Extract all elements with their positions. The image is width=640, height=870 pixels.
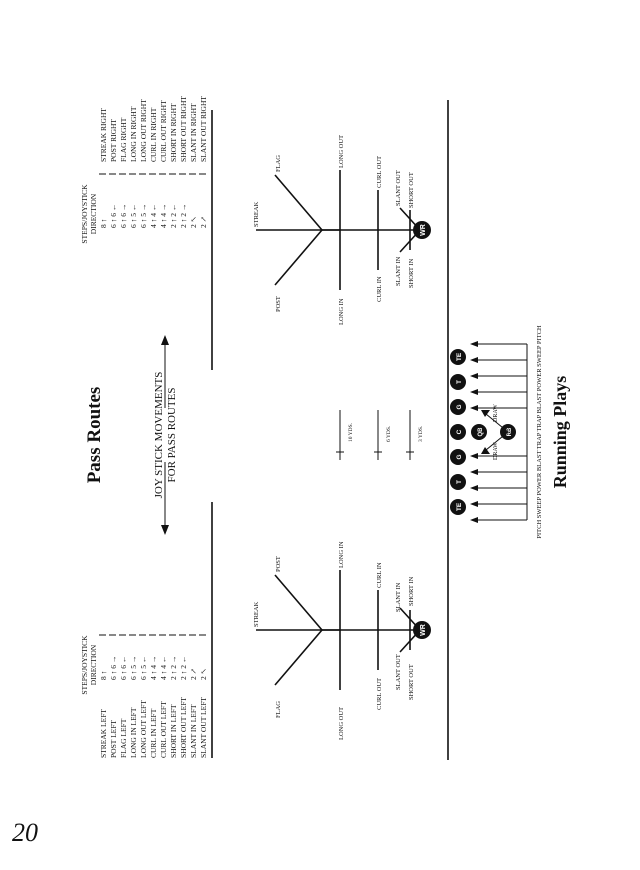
left-slant-in-label: SLANT IN [395,582,402,612]
right-short-in-label: SHORT IN [408,258,415,288]
left-route-steps: 2 ↗ [189,668,198,680]
left-route-name: STREAK LEFT [99,709,108,758]
position-label: T [456,480,463,484]
left-post-label: POST [275,556,282,572]
yard-marker-10: 10 YDS. [348,422,354,442]
left-route-name: CURL OUT LEFT [159,701,168,758]
right-route-name: SLANT OUT RIGHT [199,96,208,162]
yard-markers [336,410,424,460]
position-label: G [456,404,463,410]
left-receiver-label: WR [420,624,427,636]
yard-marker-6: 6 YDS. [386,425,392,442]
right-route-tree [253,135,431,325]
left-route-name: SHORT OUT LEFT [179,697,188,758]
left-table-header-1: STEPS/JOYSTICK [80,635,89,695]
right-streak-label: STREAK [253,201,260,227]
position-label: TE [456,352,463,362]
right-post-label: POST [275,296,282,312]
position-label: TE [456,502,463,512]
left-short-out-label: SHORT OUT [408,664,415,700]
left-route-steps: 2 ↑ 2 → [169,655,178,680]
quarterback-label: QB [478,427,484,437]
right-route-steps: 2 ↑ 2 ← [169,203,178,228]
right-route-name: SHORT OUT RIGHT [179,96,188,162]
left-slant-out-label: SLANT OUT [395,654,402,690]
left-short-in-label: SHORT IN [408,576,415,606]
right-route-steps: 4 ↑ 4 ← [149,203,158,228]
right-flag-route [275,175,322,230]
left-flag-label: FLAG [275,701,282,718]
right-long-in-route [322,230,340,290]
right-route-steps: 4 ↑ 4 → [159,203,168,228]
left-route-steps: 4 ↑ 4 ← [159,655,168,680]
running-formation [450,325,543,539]
left-route-name: SLANT IN LEFT [189,704,198,758]
right-post-route [275,230,322,285]
right-route-name: SLANT IN RIGHT [189,103,198,162]
right-route-steps: 2 ↖ [189,216,198,228]
left-route-steps: 8 ↑ [99,670,108,680]
left-flag-route [275,630,322,685]
left-route-name: CURL IN LEFT [149,708,158,758]
left-curl-in-label: CURL IN [376,562,383,588]
right-route-steps: 2 ↑ 2 → [179,203,188,228]
left-long-in-label: LONG IN [338,541,345,568]
left-table-header-2: DIRECTION [89,644,98,686]
left-route-steps: 6 ↑ 5 → [129,655,138,680]
right-long-out-label: LONG OUT [338,134,345,168]
subtitle-line-1: JOY STICK MOVEMENTS [153,371,165,499]
running-back-label: RB [507,427,513,437]
left-steps-table [80,635,208,758]
right-long-in-label: LONG IN [338,298,345,325]
right-flag-label: FLAG [275,155,282,172]
right-route-steps: 6 ↑ 5 → [139,203,148,228]
left-arrowhead [161,525,169,535]
left-route-tree [253,541,431,740]
position-label: C [456,429,463,435]
left-route-name: FLAG LEFT [119,718,128,758]
left-post-route [275,575,322,630]
right-route-name: LONG IN RIGHT [129,106,138,162]
left-route-steps: 2 ↖ [199,668,208,680]
right-curl-out-label: CURL OUT [376,155,383,188]
position-label: T [456,380,463,384]
page-number: 20 [12,818,38,847]
right-receiver-label: WR [420,224,427,236]
left-route-steps: 2 ↑ 2 ← [179,655,188,680]
right-route-steps: 2 ↗ [199,216,208,228]
right-route-name: STREAK RIGHT [99,108,108,162]
right-table-header-1: STEPS/JOYSTICK [80,184,89,244]
right-steps-table [80,96,208,244]
right-route-name: CURL IN RIGHT [149,107,158,162]
yard-marker-3: 3 YDS. [418,425,424,442]
subtitle-line-2: FOR PASS ROUTES [166,387,178,483]
left-route-name: POST LEFT [109,720,118,758]
right-table-header-2: DIRECTION [89,193,98,235]
left-route-steps: 6 ↑ 6 ← [119,655,128,680]
right-route-name: CURL OUT RIGHT [159,100,168,162]
right-route-steps: 6 ↑ 6 → [119,203,128,228]
left-long-out-label: LONG OUT [338,706,345,740]
right-route-name: LONG OUT RIGHT [139,99,148,162]
right-route-steps: 6 ↑ 6 ← [109,203,118,228]
right-route-name: POST RIGHT [109,119,118,162]
left-route-steps: 4 ↑ 4 → [149,655,158,680]
left-route-name: LONG OUT LEFT [139,700,148,758]
right-route-steps: 8 ↑ [99,218,108,228]
right-slant-out-label: SLANT OUT [395,170,402,206]
right-arrowhead [161,335,169,345]
left-long-in-route [322,570,340,630]
draw-right-label: DRAW [493,404,499,422]
left-streak-label: STREAK [253,601,260,627]
right-short-out-label: SHORT OUT [408,172,415,208]
left-route-steps: 6 ↑ 5 ← [139,655,148,680]
running-plays-title: Running Plays [550,375,570,489]
left-route-name: SHORT IN LEFT [169,704,178,758]
right-route-steps: 6 ↑ 5 ← [129,203,138,228]
running-plays-labels: PITCH SWEEP POWER BLAST TRAP TRAP BLAST POWER SWEEP PITCH [536,325,543,539]
right-route-name: FLAG RIGHT [119,117,128,162]
right-curl-in-label: CURL IN [376,276,383,302]
left-route-name: SLANT OUT LEFT [199,697,208,758]
page-title: Pass Routes [84,386,105,484]
left-route-steps: 6 ↑ 6 → [109,655,118,680]
right-route-name: SHORT IN RIGHT [169,103,178,162]
position-label: G [456,454,463,460]
left-route-name: LONG IN LEFT [129,707,138,758]
draw-left-label: DRAW [493,442,499,460]
right-slant-in-label: SLANT IN [395,256,402,286]
left-curl-out-label: CURL OUT [376,677,383,710]
